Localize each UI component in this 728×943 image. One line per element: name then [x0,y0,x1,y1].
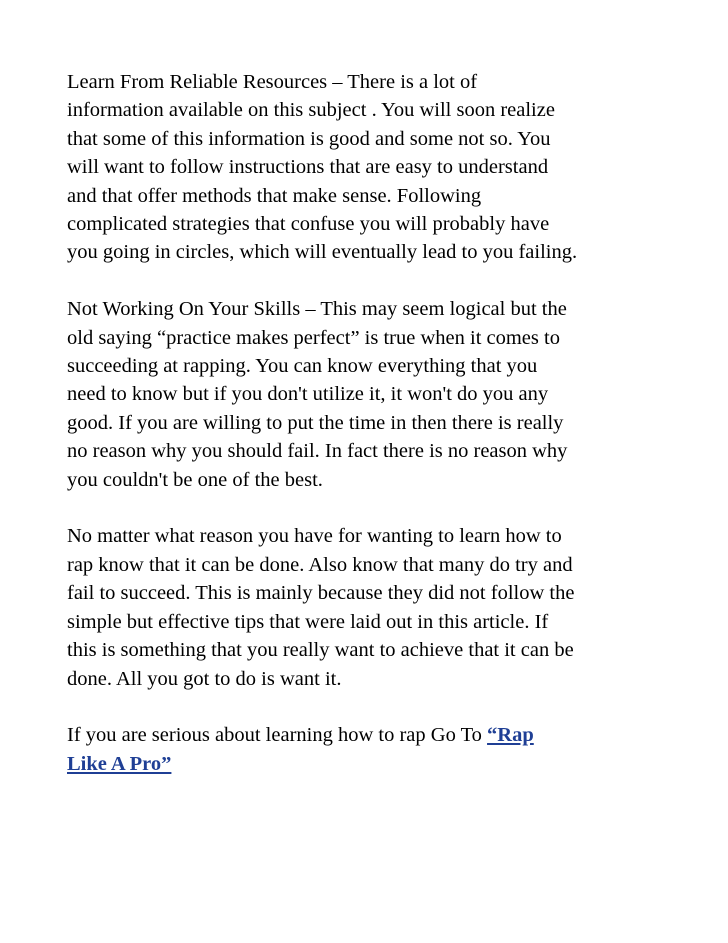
document-page [67,68,667,807]
rap-like-a-pro-link[interactable]: “Rap Like A Pro” [67,724,534,775]
cta-text: If you are serious about learning how to rap Go To [67,724,488,747]
paragraph-reliable-resources: Learn From Reliable Resources – There is a lot of information available on this subject . You will soon realize that some of this information is good and some not so. You will want to follow instructions that are easy to understand and that offer methods that make sense. Following complicated strategies that confuse you will probably have you going in circles, which will eventually lead to you failing. [67,71,578,264]
paragraph-working-on-skills: Not Working On Your Skills – This may seem logical but the old saying “practice makes perfect” is true when it comes to succeeding at rapping. You can know everything that you need to know but if you don't utilize it, it won't do you any good. If you are willing to put the time in then there is really no reason why you should fail. In fact there is no reason why you couldn't be one of the best. [67,298,568,491]
paragraph-call-to-action [67,721,667,778]
paragraph-no-matter-what: No matter what reason you have for wanting to learn how to rap know that it can be done. Also know that many do try and fail to succeed. This is mainly because they did not follow the simple but effective tips that were laid out in this article. If this is something that you really want to achieve that it can be done. All you got to do is want it. [67,525,575,690]
